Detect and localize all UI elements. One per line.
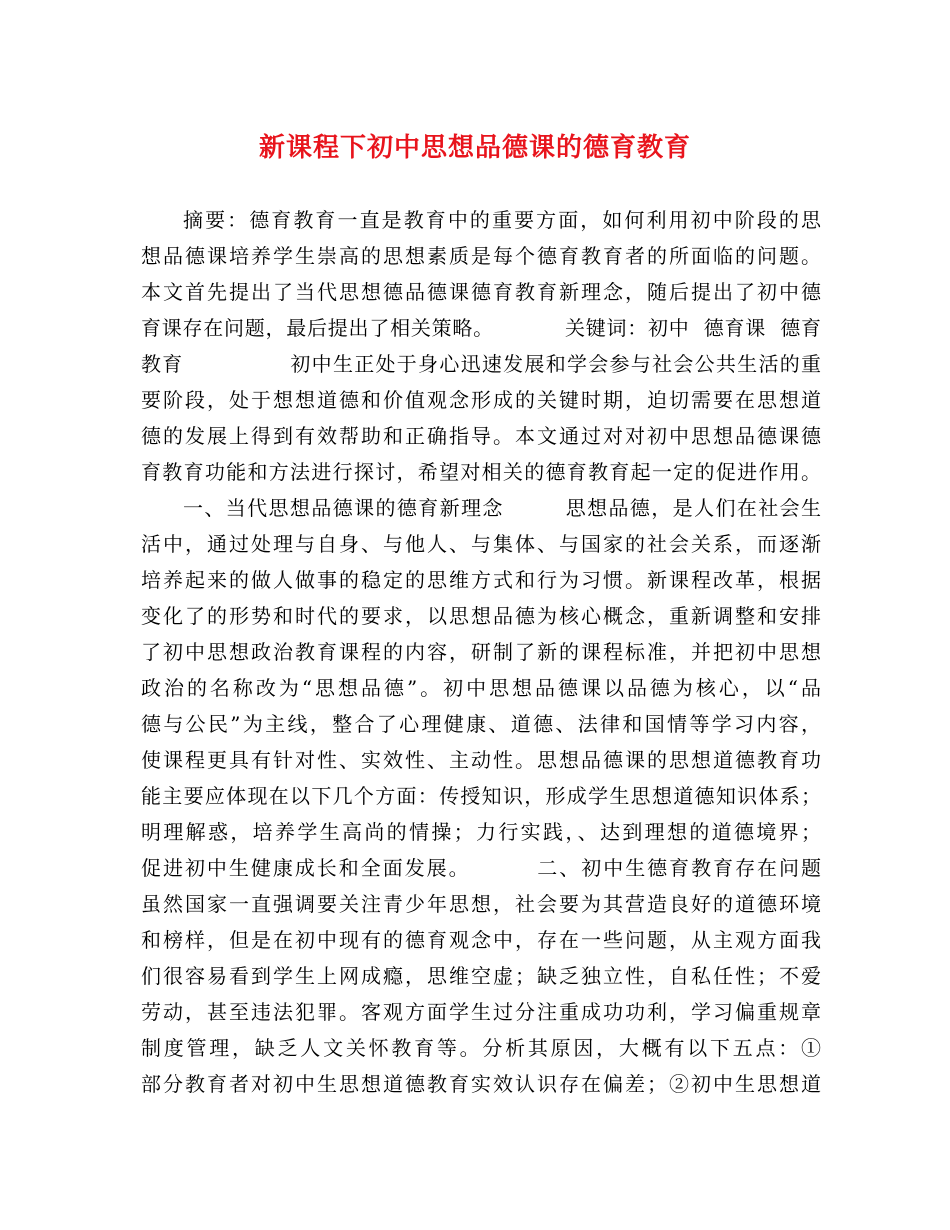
body-line: 部分教育者对初中生思想道德教育实效认识存在偏差；②初中生思想道 bbox=[141, 1072, 821, 1096]
body-line: 活中，通过处理与自身、与他人、与集体、与国家的社会关系，而逐渐 bbox=[141, 532, 821, 556]
body-line: 制度管理，缺乏人文关怀教育等。分析其原因，大概有以下五点：① bbox=[141, 1036, 821, 1060]
body-line: 德的发展上得到有效帮助和正确指导。本文通过对对初中思想品德课德 bbox=[141, 424, 821, 448]
body-line: 要阶段，处于想想道德和价值观念形成的关键时期，迫切需要在思想道 bbox=[141, 388, 821, 412]
document-title: 新课程下初中思想品德课的德育教育 bbox=[258, 133, 691, 163]
body-line: 育课存在问题，最后提出了相关策略。 关键词：初中 德育课 德育 bbox=[141, 316, 821, 340]
body-line: 劳动，甚至违法犯罪。客观方面学生过分注重成功功利，学习偏重规章 bbox=[141, 1000, 821, 1024]
body-line: 了初中思想政治教育课程的内容，研制了新的课程标准，并把初中思想 bbox=[141, 640, 821, 664]
body-line: 培养起来的做人做事的稳定的思维方式和行为习惯。新课程改革，根据 bbox=[141, 568, 821, 592]
body-line: 育教育功能和方法进行探讨，希望对相关的德育教育起一定的促进作用。 bbox=[141, 460, 821, 484]
body-line: 变化了的形势和时代的要求，以思想品德为核心概念，重新调整和安排 bbox=[141, 604, 821, 628]
body-line: 能主要应体现在以下几个方面：传授知识，形成学生思想道德知识体系； bbox=[141, 784, 821, 808]
body-line: 本文首先提出了当代思想德品德课德育教育新理念，随后提出了初中德 bbox=[141, 280, 821, 304]
body-line: 促进初中生健康成长和全面发展。 二、初中生德育教育存在问题 bbox=[141, 856, 821, 880]
body-line: 想品德课培养学生崇高的思想素质是每个德育教育者的所面临的问题。 bbox=[141, 244, 821, 268]
body-line: 和榜样，但是在初中现有的德育观念中，存在一些问题，从主观方面我 bbox=[141, 928, 821, 952]
body-line: 明理解惑，培养学生高尚的情操；力行实践，、达到理想的道德境界； bbox=[141, 820, 821, 844]
body-line: 使课程更具有针对性、实效性、主动性。思想品德课的思想道德教育功 bbox=[141, 748, 821, 772]
body-line: 一、当代思想品德课的德育新理念 思想品德，是人们在社会生 bbox=[183, 496, 821, 520]
body-line: 政治的名称改为“思想品德”。初中思想品德课以品德为核心，以“品 bbox=[141, 676, 821, 700]
body-line: 们很容易看到学生上网成瘾，思维空虚；缺乏独立性，自私任性；不爱 bbox=[141, 964, 821, 988]
body-line: 德与公民”为主线，整合了心理健康、道德、法律和国情等学习内容， bbox=[141, 712, 821, 736]
body-line: 虽然国家一直强调要关注青少年思想，社会要为其营造良好的道德环境 bbox=[141, 892, 821, 916]
document-body bbox=[141, 202, 821, 1102]
body-line: 教育 初中生正处于身心迅速发展和学会参与社会公共生活的重 bbox=[141, 352, 821, 376]
body-line: 摘要：德育教育一直是教育中的重要方面，如何利用初中阶段的思 bbox=[183, 208, 821, 232]
